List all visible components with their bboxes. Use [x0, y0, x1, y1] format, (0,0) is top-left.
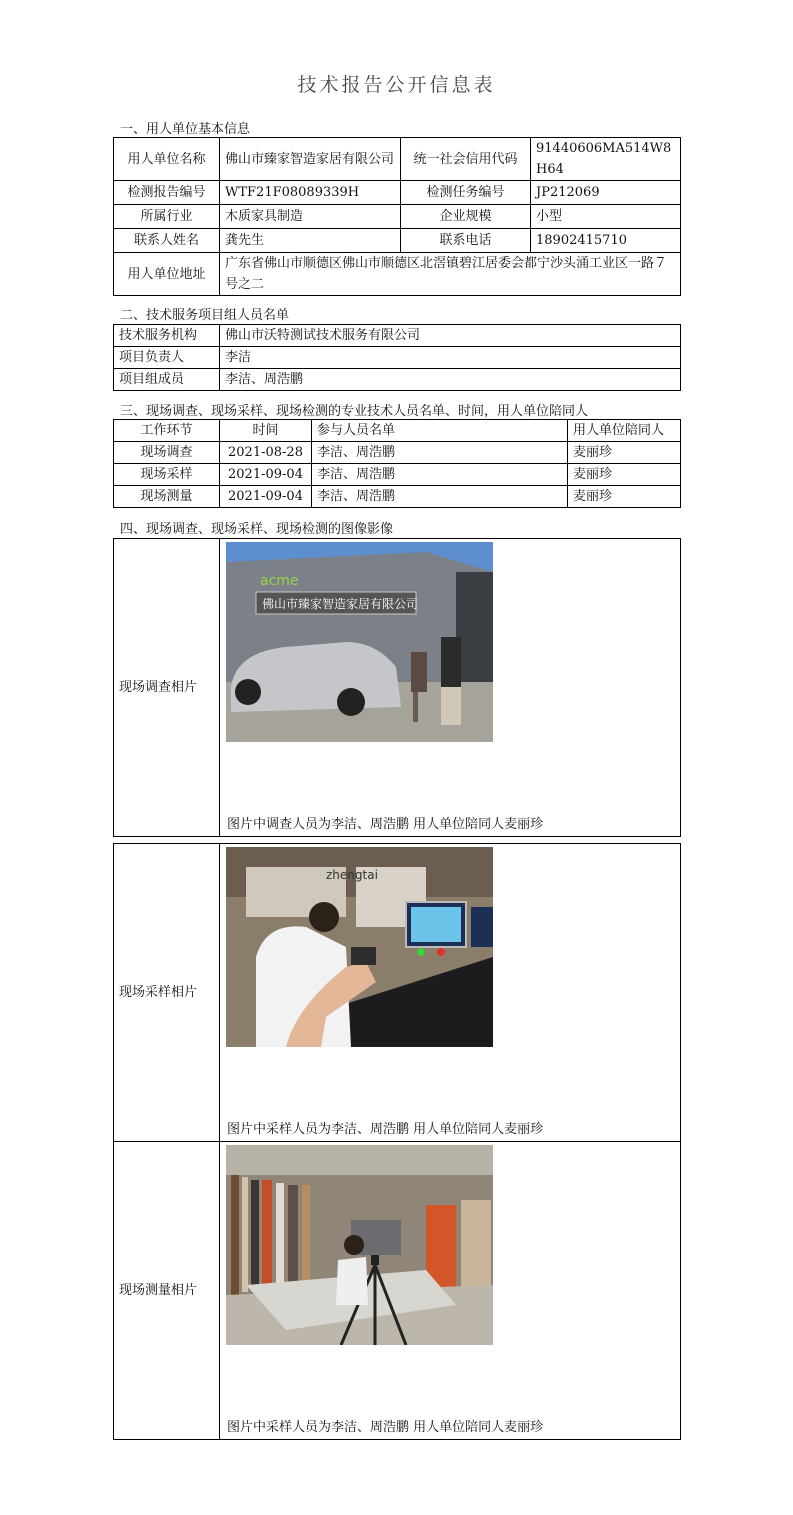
escort-cell: 麦丽珍 — [568, 464, 681, 486]
header-cell: 时间 — [220, 420, 312, 442]
report-value: WTF21F08089339H — [220, 181, 401, 205]
industry-value: 木质家具制造 — [220, 205, 401, 229]
section-1-heading: 一、用人单位基本信息 — [120, 122, 251, 137]
measure-photo — [226, 1145, 493, 1345]
photo-table-sampling — [113, 843, 681, 1440]
members-label: 项目组成员 — [114, 369, 220, 391]
table-row — [114, 486, 681, 508]
photo-caption-sampling: 图片中采样人员为李洁、周浩鹏 用人单位陪同人麦丽珍 — [227, 1122, 544, 1137]
escort-cell: 麦丽珍 — [568, 486, 681, 508]
address-label: 用人单位地址 — [114, 253, 220, 296]
header-cell: 用人单位陪同人 — [568, 420, 681, 442]
photo-label-survey: 现场调查相片 — [114, 539, 220, 837]
photo-caption-measure: 图片中采样人员为李洁、周浩鹏 用人单位陪同人麦丽珍 — [227, 1420, 544, 1435]
photo-cell-sampling — [220, 844, 681, 1142]
date-cell: 2021-08-28 — [220, 442, 312, 464]
photo-label-sampling: 现场采样相片 — [114, 844, 220, 1142]
photo-cell-survey — [220, 539, 681, 837]
schedule-table — [113, 419, 681, 508]
company-value: 佛山市臻家智造家居有限公司 — [220, 138, 401, 181]
page-title: 技术报告公开信息表 — [297, 74, 496, 96]
survey-photo — [226, 542, 493, 742]
staff-cell: 李洁、周浩鹏 — [312, 486, 568, 508]
sampling-photo — [226, 847, 493, 1047]
report-label: 检测报告编号 — [114, 181, 220, 205]
machine-brand: zhengtai — [326, 868, 378, 882]
lead-value: 李洁 — [220, 347, 681, 369]
credit-value: 91440606MA514W8H64 — [531, 138, 681, 181]
stage-cell: 现场测量 — [114, 486, 220, 508]
staff-cell: 李洁、周浩鹏 — [312, 464, 568, 486]
acme-logo: acme — [260, 573, 299, 589]
table-row — [114, 464, 681, 486]
scale-value: 小型 — [531, 205, 681, 229]
team-table — [113, 324, 681, 391]
sign-text: 佛山市臻家智造家居有限公司 — [262, 597, 419, 611]
lead-label: 项目负责人 — [114, 347, 220, 369]
stage-cell: 现场调查 — [114, 442, 220, 464]
org-label: 技术服务机构 — [114, 325, 220, 347]
photo-label-measure: 现场测量相片 — [114, 1142, 220, 1440]
section-3-heading: 三、现场调查、现场采样、现场检测的专业技术人员名单、时间，用人单位陪同人 — [120, 404, 589, 419]
stage-cell: 现场采样 — [114, 464, 220, 486]
scale-label: 企业规模 — [401, 205, 531, 229]
phone-value: 18902415710 — [531, 229, 681, 253]
schedule-header-row — [114, 420, 681, 442]
task-label: 检测任务编号 — [401, 181, 531, 205]
date-cell: 2021-09-04 — [220, 486, 312, 508]
header-cell: 工作环节 — [114, 420, 220, 442]
org-value: 佛山市沃特测试技术服务有限公司 — [220, 325, 681, 347]
table-row — [114, 442, 681, 464]
address-value: 广东省佛山市顺德区佛山市顺德区北滘镇碧江居委会都宁沙头涌工业区一路７号之二 — [220, 253, 681, 296]
escort-cell: 麦丽珍 — [568, 442, 681, 464]
photo-table-survey — [113, 538, 681, 837]
credit-label: 统一社会信用代码 — [401, 138, 531, 181]
photo-cell-measure — [220, 1142, 681, 1440]
contact-label: 联系人姓名 — [114, 229, 220, 253]
phone-label: 联系电话 — [401, 229, 531, 253]
members-value: 李洁、周浩鹏 — [220, 369, 681, 391]
basic-info-table — [113, 137, 681, 296]
staff-cell: 李洁、周浩鹏 — [312, 442, 568, 464]
date-cell: 2021-09-04 — [220, 464, 312, 486]
task-value: JP212069 — [531, 181, 681, 205]
photo-caption-survey: 图片中调查人员为李洁、周浩鹏 用人单位陪同人麦丽珍 — [227, 817, 544, 832]
contact-value: 龚先生 — [220, 229, 401, 253]
section-4-heading: 四、现场调查、现场采样、现场检测的图像影像 — [120, 522, 394, 537]
header-cell: 参与人员名单 — [312, 420, 568, 442]
section-2-heading: 二、技术服务项目组人员名单 — [120, 308, 290, 323]
industry-label: 所属行业 — [114, 205, 220, 229]
company-label: 用人单位名称 — [114, 138, 220, 181]
